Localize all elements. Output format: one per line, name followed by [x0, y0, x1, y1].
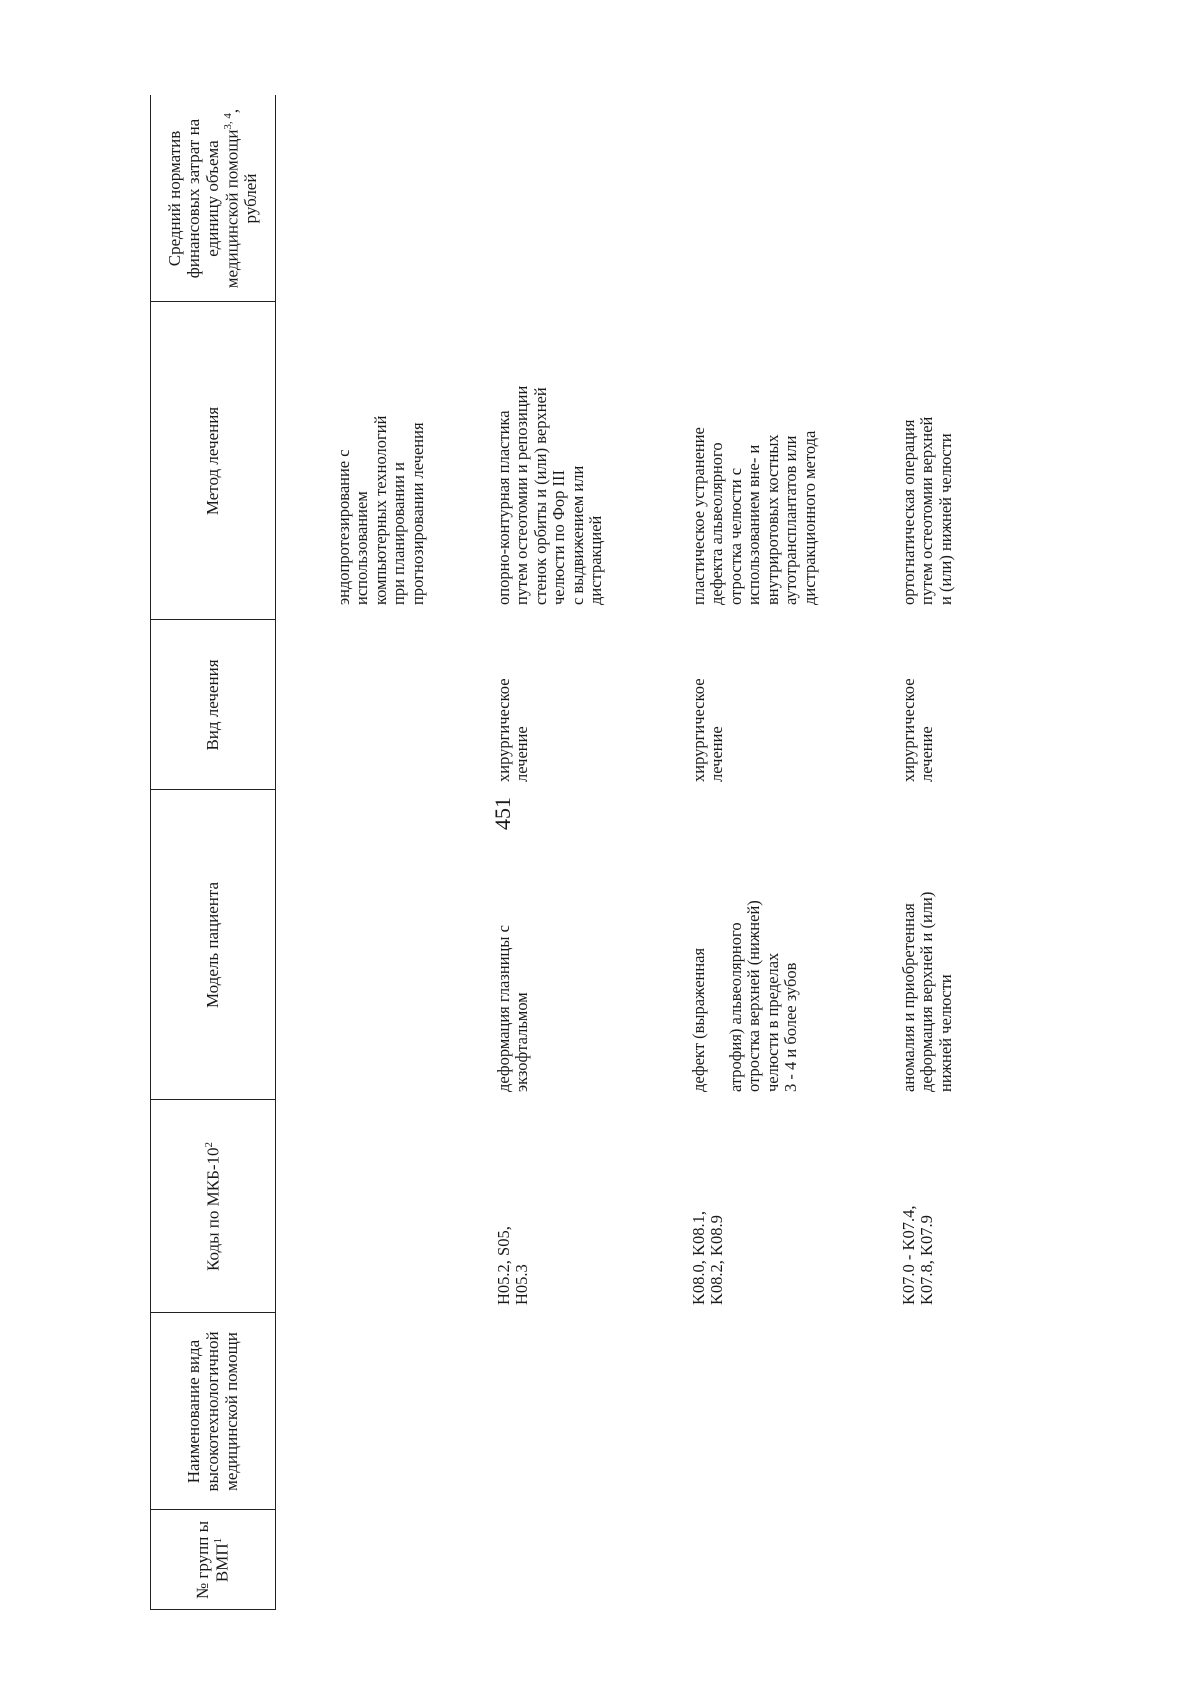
row-1-model: деформация глазницы с экзофтальмом — [494, 925, 532, 1092]
header-cost: Средний норматив финансовых затрат на единицу объема медицинской помощи$^{3, 4}$, рублей — [164, 108, 261, 289]
row-3-treatment-type: хирургическое лечение — [899, 678, 937, 782]
header-model: Модель пациента — [202, 881, 222, 1009]
row-0-method: эндопротезирование с использованием компьютерных технологий при планировании и прогнозировании лечения — [334, 415, 427, 605]
row-2-model: дефект (выраженная атрофия) альвеолярного отростка верхней (нижней) челюсти в пределах 3 - 4 и более зубов — [689, 900, 801, 1092]
header-method: Метод лечения — [202, 406, 222, 516]
header-group-no: № групп ы ВМП$^1$ — [193, 1520, 232, 1600]
header-name: Наименование вида высокотехнологичной медицинской помощи — [183, 1331, 242, 1492]
rotated-table — [150, 95, 1200, 1610]
row-1-codes: H05.2, S05, H05.3 — [494, 1226, 532, 1305]
row-3-method: ортогнатическая операция путем остеотомии верхней и (или) нижней челюсти — [899, 416, 955, 605]
row-2-treatment-type: хирургическое лечение — [689, 678, 727, 782]
row-2-codes: K08.0, K08.1, K08.2, K08.9 — [689, 1211, 727, 1305]
page-number: 451 — [490, 797, 515, 830]
row-1-method: опорно-контурная пластика путем остеотомии и репозиции стенок орбиты и (или) верхней челюсти по Фор III с выдвижением или дистракцией — [494, 385, 606, 605]
row-1-treatment-type: хирургическое лечение — [494, 678, 532, 782]
row-3-codes: K07.0 - K07.4, K07.8, K07.9 — [899, 1205, 937, 1305]
row-3-model: аномалия и приобретенная деформация верхней и (или) нижней челюсти — [899, 891, 955, 1092]
header-codes: Коды по МКБ-$10^2$ — [202, 1141, 223, 1272]
header-treatment-type: Вид лечения — [202, 659, 222, 751]
header-bottom-rule — [275, 95, 276, 1610]
row-2-method: пластическое устранение дефекта альвеолярного отростка челюсти с использованием вне- и внутриротовых костных аутотрансплантатов или дистракционного метода — [689, 427, 819, 605]
